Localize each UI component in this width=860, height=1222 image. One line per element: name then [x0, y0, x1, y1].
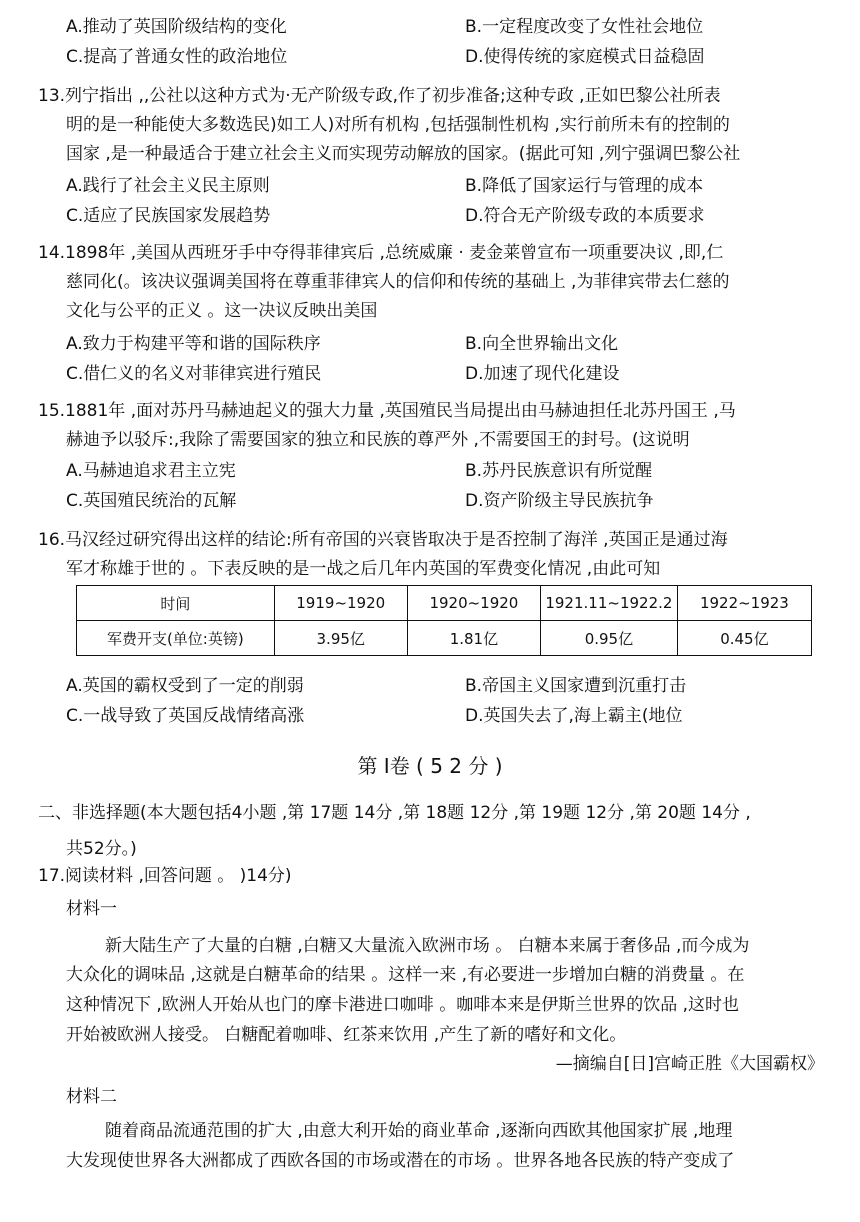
- q15-option-b: B.苏丹民族意识有所觉醒: [465, 461, 653, 481]
- table-value-4: 0.45亿: [677, 621, 811, 656]
- q15-option-c: C.英国殖民统治的瓦解: [66, 491, 237, 511]
- q13-stem-line-1: 13.列宁指出 ,,公社以这种方式为·无产阶级专政,作了初步准备;这种专政 ,正如巴黎公社所表: [38, 86, 721, 106]
- q16-option-a: A.英国的霸权受到了一定的削弱: [66, 676, 304, 696]
- table-header-label: 时间: [77, 586, 275, 621]
- q15-stem-line-2: 赫迪予以驳斥:,我除了需要国家的独立和民族的尊严外 ,不需要国王的封号。(这说明: [66, 430, 690, 450]
- q13-option-c: C.适应了民族国家发展趋势: [66, 206, 271, 226]
- military-expenditure-table: [76, 585, 812, 656]
- q16-option-d: D.英国失去了,海上霸主(地位: [465, 706, 683, 726]
- q14-option-b: B.向全世界输出文化: [465, 334, 619, 354]
- material-2-label: 材料二: [66, 1087, 117, 1107]
- q14-stem-line-1: 14.1898年 ,美国从西班牙手中夺得菲律宾后 ,总统威廉 · 麦金莱曾宣布一项重要决议 ,即,仁: [38, 243, 724, 263]
- table-period-2: 1920~1920: [407, 586, 540, 621]
- q13-option-b: B.降低了国家运行与管理的成本: [465, 176, 704, 196]
- q13-stem-line-3: 国家 ,是一种最适合于建立社会主义而实现劳动解放的国家。(据此可知 ,列宁强调巴黎公社: [66, 144, 741, 164]
- material-1-line-4: 开始被欧洲人接受。 白糖配着咖啡、红茶来饮用 ,产生了新的嗜好和文化。: [66, 1025, 627, 1045]
- q16-stem-line-1: 16.马汉经过研究得出这样的结论:所有帝国的兴衰皆取决于是否控制了海洋 ,英国正是通过海: [38, 530, 728, 550]
- q14-stem-line-2: 慈同化(。该决议强调美国将在尊重菲律宾人的信仰和传统的基础上 ,为菲律宾带去仁慈的: [66, 272, 730, 292]
- material-2-line-2: 大发现使世界各大洲都成了西欧各国的市场或潜在的市场 。世界各地各民族的特产变成了: [66, 1151, 735, 1171]
- material-1-line-3: 这种情况下 ,欧洲人开始从也门的摩卡港进口咖啡 。咖啡本来是伊斯兰世界的饮品 ,这时也: [66, 995, 740, 1015]
- q12-option-a: A.推动了英国阶级结构的变化: [66, 17, 287, 37]
- q16-option-c: C.一战导致了英国反战情绪高涨: [66, 706, 305, 726]
- q14-stem-line-3: 文化与公平的正义 。这一决议反映出美国: [66, 301, 378, 321]
- q14-option-a: A.致力于构建平等和谐的国际秩序: [66, 334, 321, 354]
- q15-option-a: A.马赫迪追求君主立宪: [66, 461, 236, 481]
- q14-option-c: C.借仁义的名义对菲律宾进行殖民: [66, 364, 322, 384]
- section-title: 第 Ⅰ卷 ( 5 2 分 ): [357, 754, 503, 778]
- table-row-values: [77, 621, 812, 656]
- q12-option-b: B.一定程度改变了女性社会地位: [465, 17, 704, 37]
- table-value-3: 0.95亿: [540, 621, 677, 656]
- material-1-source: —摘编自[日]宫崎正胜《大国霸权》: [555, 1054, 824, 1074]
- table-period-1: 1919~1920: [274, 586, 407, 621]
- q14-option-d: D.加速了现代化建设: [465, 364, 620, 384]
- q15-option-d: D.资产阶级主导民族抗争: [465, 491, 654, 511]
- q13-stem-line-2: 明的是一种能使大多数选民)如工人)对所有机构 ,包括强制性机构 ,实行前所未有的控制的: [66, 115, 730, 135]
- q17-prompt: 17.阅读材料 ,回答问题 。 )14分): [38, 866, 292, 886]
- q13-option-d: D.符合无产阶级专政的本质要求: [465, 206, 705, 226]
- q12-option-c: C.提高了普通女性的政治地位: [66, 47, 288, 67]
- q12-option-d: D.使得传统的家庭模式日益稳固: [465, 47, 705, 67]
- q16-option-b: B.帝国主义国家遭到沉重打击: [465, 676, 687, 696]
- material-1-line-2: 大众化的调味品 ,这就是白糖革命的结果 。这样一来 ,有必要进一步增加白糖的消费量 。在: [66, 965, 745, 985]
- q13-option-a: A.践行了社会主义民主原则: [66, 176, 270, 196]
- q15-stem-line-1: 15.1881年 ,面对苏丹马赫迪起义的强大力量 ,英国殖民当局提出由马赫迪担任北苏丹国王 ,马: [38, 401, 736, 421]
- table-row-label: 军费开支(单位:英镑): [77, 621, 275, 656]
- material-1-line-1: 新大陆生产了大量的白糖 ,白糖又大量流入欧洲市场 。 白糖本来属于奢侈品 ,而今成为: [105, 936, 750, 956]
- table-period-3: 1921.11~1922.2: [540, 586, 677, 621]
- table-period-4: 1922~1923: [677, 586, 811, 621]
- material-1-label: 材料一: [66, 899, 117, 919]
- table-value-1: 3.95亿: [274, 621, 407, 656]
- material-2-line-1: 随着商品流通范围的扩大 ,由意大利开始的商业革命 ,逐渐向西欧其他国家扩展 ,地理: [105, 1121, 733, 1141]
- section-intro-line-1: 二、非选择题(本大题包括4小题 ,第 17题 14分 ,第 18题 12分 ,第 19题 12分 ,第 20题 14分 ,: [38, 803, 751, 823]
- table-value-2: 1.81亿: [407, 621, 540, 656]
- q16-stem-line-2: 军才称雄于世的 。下表反映的是一战之后几年内英国的军费变化情况 ,由此可知: [66, 559, 661, 579]
- section-intro-line-2: 共52分。): [66, 839, 137, 859]
- table-row-header: [77, 586, 812, 621]
